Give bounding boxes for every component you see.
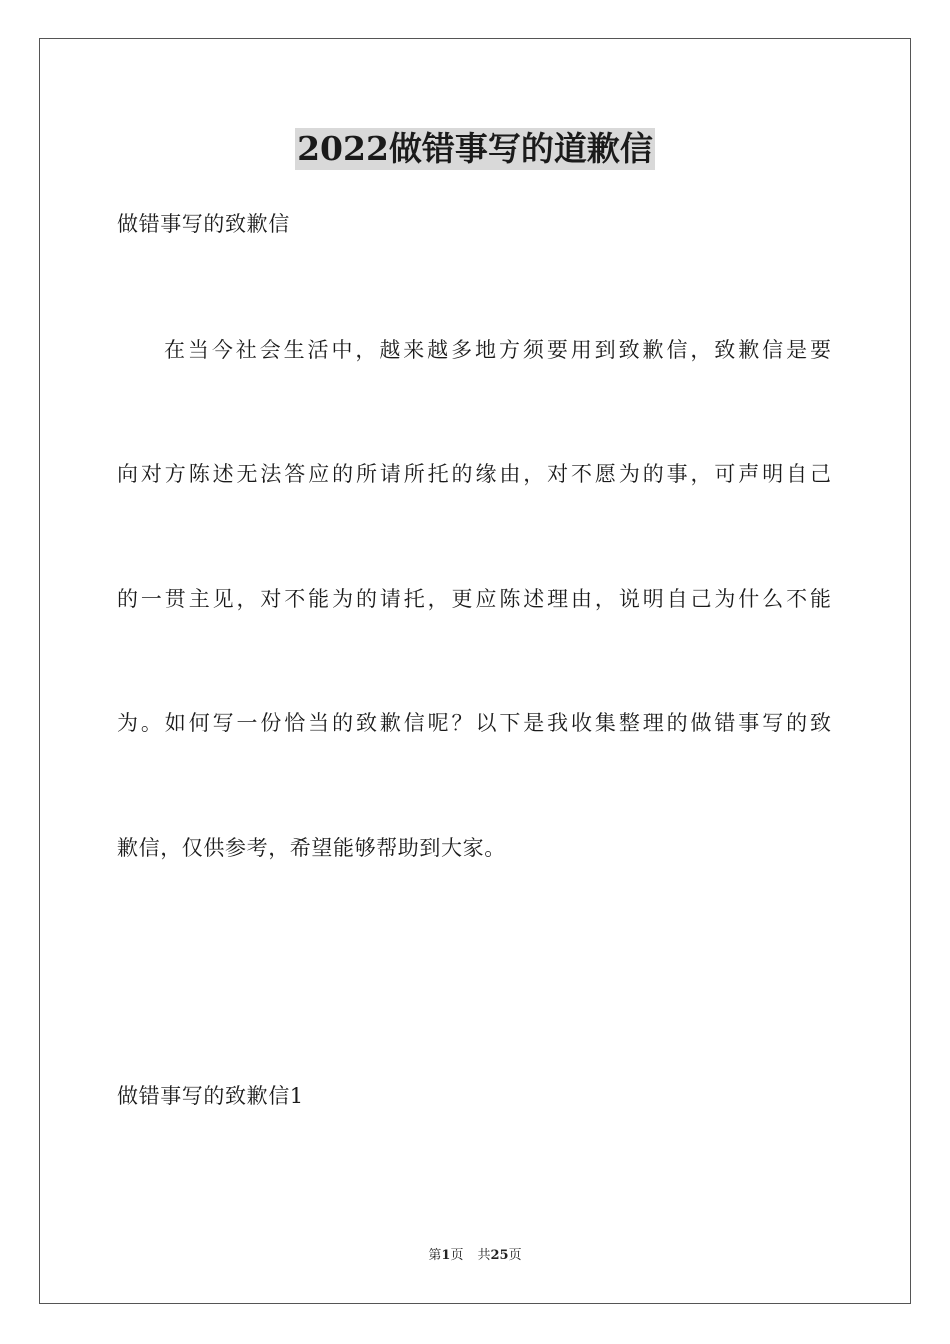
footer-total-prefix: 共	[477, 1248, 491, 1263]
page-footer	[0, 1246, 950, 1266]
footer-page-number: 1	[441, 1248, 451, 1263]
document-title: 2022做错事写的道歉信	[297, 129, 653, 168]
footer-total-pages: 25	[490, 1248, 509, 1263]
document-subtitle: 做错事写的致歉信	[117, 212, 290, 236]
section-heading: 做错事写的致歉信1	[117, 1084, 304, 1108]
footer-page-prefix: 第	[428, 1248, 442, 1263]
paragraph-line-3: 的一贯主见，对不能为的请托，更应陈述理由，说明自己为什么不能	[117, 587, 831, 611]
paragraph-line-4: 为。如何写一份恰当的致歉信呢？以下是我收集整理的做错事写的致	[117, 711, 831, 735]
footer-page-suffix: 页	[450, 1248, 464, 1263]
paragraph-line-1: 在当今社会生活中，越来越多地方须要用到致歉信，致歉信是要	[164, 338, 831, 362]
paragraph-line-5: 歉信，仅供参考，希望能够帮助到大家。	[117, 836, 506, 860]
footer-total-suffix: 页	[508, 1248, 522, 1263]
document-title-container	[0, 128, 950, 175]
paragraph-line-2: 向对方陈述无法答应的所请所托的缘由，对不愿为的事，可声明自己	[117, 462, 831, 486]
